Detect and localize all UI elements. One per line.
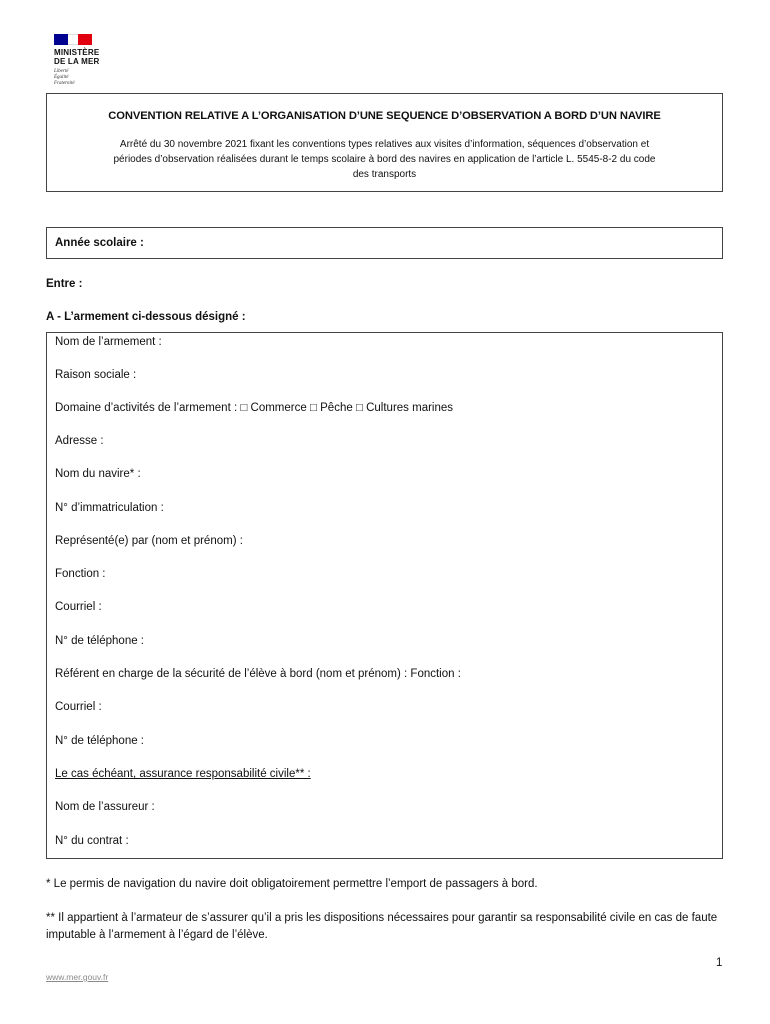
checkbox-peche[interactable]: □ <box>309 402 317 414</box>
assurance-heading-text: Le cas échéant, assurance responsabilité civile** : <box>55 768 311 780</box>
telephone-field-1[interactable]: N° de téléphone : <box>55 635 144 647</box>
armement-form-box <box>46 332 723 859</box>
courriel-field-2[interactable]: Courriel : <box>55 701 102 713</box>
nom-navire-field[interactable]: Nom du navire* : <box>55 468 141 480</box>
footnote-1: * Le permis de navigation du navire doit obligatoirement permettre l’emport de passagers à bord. <box>46 878 538 890</box>
footer-link[interactable]: www.mer.gouv.fr <box>46 972 109 982</box>
motto-liberte: Liberté <box>54 69 69 74</box>
immatriculation-field[interactable]: N° d’immatriculation : <box>55 502 164 514</box>
domaine-label: Domaine d’activités de l’armement : <box>55 402 238 414</box>
subtitle-line-3: des transports <box>352 169 417 180</box>
raison-sociale-field[interactable]: Raison sociale : <box>55 369 137 381</box>
subtitle-line-2: périodes d’observation réalisées durant le temps scolaire à bord des navires en application de l’article L. 5545-8-2 du code <box>113 154 656 165</box>
motto-egalite: Égalité <box>54 75 69 80</box>
num-contrat-field[interactable]: N° du contrat : <box>55 835 129 847</box>
document-subtitle <box>71 137 698 182</box>
represente-par-field[interactable]: Représenté(e) par (nom et prénom) : <box>55 535 243 547</box>
motto-fraternite: Fraternité <box>54 81 75 86</box>
ministry-logo <box>54 34 134 87</box>
document-title: CONVENTION RELATIVE A L’ORGANISATION D’UNE SEQUENCE D’OBSERVATION A BORD D’UN NAVIRE <box>108 110 661 122</box>
french-flag-icon <box>54 34 108 45</box>
school-year-field[interactable] <box>46 227 723 259</box>
option-peche-label: Pêche <box>320 402 353 414</box>
section-a-heading: A - L’armement ci-dessous désigné : <box>46 311 246 323</box>
ministry-name-line1: MINISTÈRE <box>54 48 100 57</box>
page-number: 1 <box>716 957 723 969</box>
nom-assureur-field[interactable]: Nom de l’assureur : <box>55 801 155 813</box>
armement-name-field[interactable]: Nom de l’armement : <box>55 336 162 348</box>
telephone-field-2[interactable]: N° de téléphone : <box>55 735 144 747</box>
domaine-activites-field <box>55 402 453 414</box>
courriel-field-1[interactable]: Courriel : <box>55 601 102 613</box>
option-cultures-label: Cultures marines <box>366 402 454 414</box>
referent-field[interactable]: Référent en charge de la sécurité de l’élève à bord (nom et prénom) : Fonction : <box>55 668 461 680</box>
assurance-heading <box>55 768 311 780</box>
checkbox-cultures-marines[interactable]: □ <box>355 402 363 414</box>
footnote-2: ** Il appartient à l’armateur de s’assurer qu’il a pris les dispositions nécessaires pour garantir sa responsabilité civile en cas de faute imputable à l’armement à l’égard de l’élève. <box>46 912 718 941</box>
ministry-name <box>54 48 134 66</box>
subtitle-line-1: Arrêté du 30 novembre 2021 fixant les conventions types relatives aux visites d’information, séquences d’observation et <box>119 139 650 150</box>
fonction-field[interactable]: Fonction : <box>55 568 106 580</box>
adresse-field[interactable]: Adresse : <box>55 435 104 447</box>
between-label: Entre : <box>46 278 83 290</box>
option-commerce-label: Commerce <box>250 402 307 414</box>
title-box <box>46 93 723 192</box>
checkbox-commerce[interactable]: □ <box>240 402 248 414</box>
ministry-name-line2: DE LA MER <box>54 57 100 66</box>
school-year-label: Année scolaire : <box>55 237 144 249</box>
republic-motto <box>54 69 134 87</box>
